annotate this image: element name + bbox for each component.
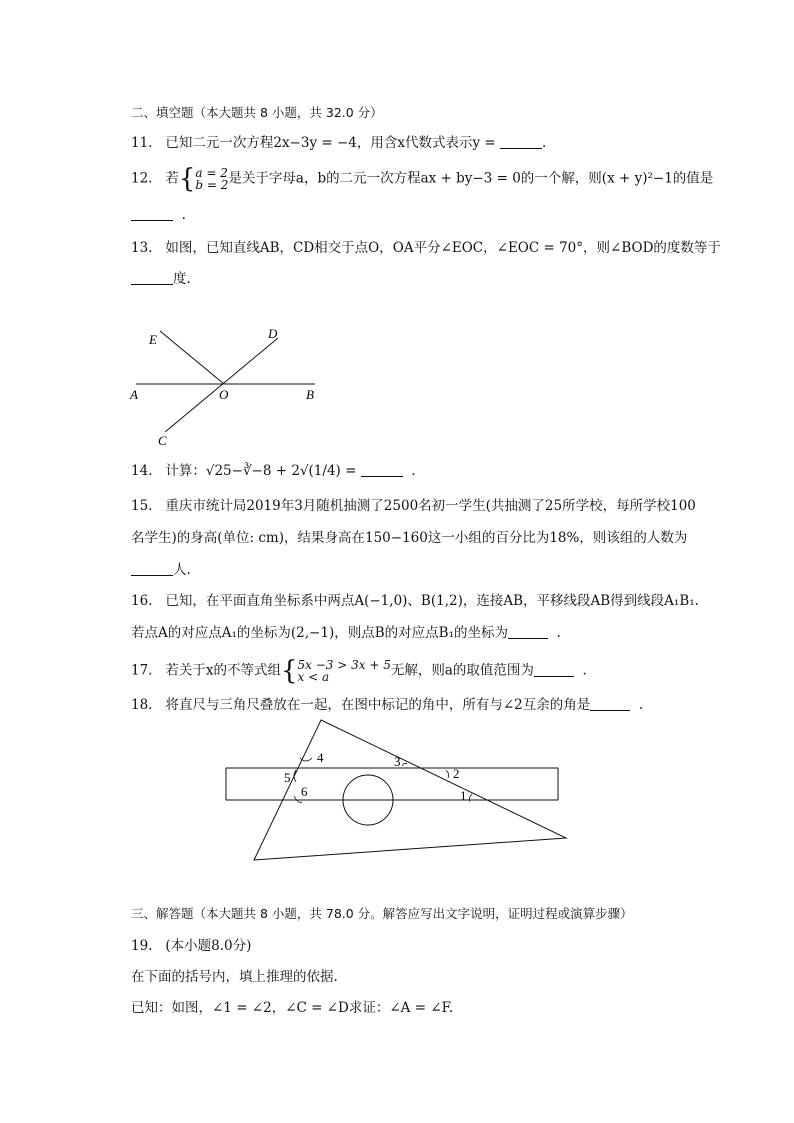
label-b: B — [306, 387, 314, 402]
question-number: 17. — [131, 662, 153, 679]
question-18 — [131, 696, 643, 714]
question-text-line-1: 重庆市统计局2019年3月随机抽测了2500名初一学生(共抽测了25所学校，每所学校100 — [165, 498, 696, 514]
question-number: 19. — [131, 938, 153, 954]
question-text-post: 无解，则a的取值范围为 — [390, 662, 534, 679]
question-number: 14. — [131, 463, 153, 479]
question-number: 12. — [131, 170, 153, 187]
question-text-pre: 若 — [165, 170, 179, 187]
question-13-answer-line — [131, 270, 191, 288]
angle-label-1: 1 — [460, 788, 467, 803]
angle-2-arc — [446, 770, 449, 778]
answer-blank — [361, 462, 403, 477]
left-brace: { — [280, 656, 298, 686]
question-text: 已知二元一次方程2x−3y = −4，用含x代数式表示y = — [165, 135, 501, 151]
left-brace: { — [178, 164, 196, 194]
question-19-line-1: 在下面的括号内，填上推理的依据. — [131, 969, 338, 985]
question-text: 将直尺与三角尺叠放在一起，在图中标记的角中，所有与∠2互余的角是 — [165, 697, 591, 713]
question-16 — [131, 592, 699, 610]
question-score: (本小题8.0分) — [165, 938, 252, 954]
question-tail: . — [582, 662, 587, 679]
question-tail: . — [542, 135, 547, 151]
section-3-heading: 三、解答题（本大题共 8 小题，共 78.0 分。解答应写出文字说明，证明过程或演算步骤） — [131, 906, 633, 921]
inequality-system — [298, 659, 391, 683]
answer-blank — [508, 624, 548, 639]
label-e: E — [149, 332, 157, 347]
expression: √25−∛−8 + 2√(1/4) = — [205, 463, 361, 479]
system-ineq-1: 5x −3 > 3x + 5 — [297, 658, 391, 672]
angle-label-2: 2 — [453, 766, 460, 781]
answer-blank — [590, 696, 630, 711]
answer-blank — [131, 561, 173, 576]
section-2-heading: 二、填空题（本大题共 8 小题，共 32.0 分） — [131, 105, 383, 120]
question-tail: . — [556, 625, 561, 641]
question-tail: . — [638, 697, 644, 713]
answer-blank — [500, 134, 542, 149]
question-12 — [131, 166, 713, 192]
system-ineq-2: x < a — [297, 670, 330, 684]
angle-3-arc — [402, 763, 407, 766]
line-cd — [165, 338, 278, 432]
label-d: D — [268, 326, 278, 341]
question-number: 13. — [131, 240, 153, 256]
label-c: C — [158, 433, 167, 448]
question-number: 18. — [131, 697, 153, 713]
system-eq-1: a = 2 — [195, 166, 228, 180]
question-13 — [131, 239, 721, 257]
question-number: 16. — [131, 593, 153, 609]
ray-oe — [160, 331, 224, 384]
figure-18-ruler-and-set-square — [220, 718, 580, 868]
question-tail: 度. — [173, 271, 191, 287]
angle-label-4: 4 — [317, 750, 324, 765]
angle-label-6: 6 — [301, 784, 308, 799]
angle-label-3: 3 — [394, 754, 401, 769]
question-17 — [131, 658, 587, 684]
question-11 — [131, 134, 546, 152]
equation-system — [195, 167, 228, 191]
question-19-line-2: 已知：如图，∠1 = ∠2，∠C = ∠D求证：∠A = ∠F. — [131, 1000, 454, 1016]
question-15-answer-line — [131, 561, 191, 579]
question-text-pre: 若关于x的不等式组 — [165, 662, 281, 679]
question-text: 如图，已知直线AB，CD相交于点O，OA平分∠EOC，∠EOC = 70°，则∠BOD的度数等于 — [165, 240, 721, 256]
question-number: 11. — [131, 135, 153, 151]
angle-1-arc — [469, 794, 472, 802]
label-o: O — [219, 387, 229, 402]
question-text-pre: 计算： — [165, 463, 206, 479]
figure-13-intersecting-lines — [120, 320, 340, 450]
question-text-post: 是关于字母a，b的二元一次方程ax + by−3 = 0的一个解，则(x + y)²−1的值是 — [228, 170, 714, 187]
question-14 — [131, 462, 416, 480]
label-a: A — [130, 387, 138, 402]
system-eq-2: b = 2 — [195, 178, 229, 192]
question-tail: . — [411, 463, 416, 479]
question-19 — [131, 937, 251, 955]
answer-blank — [131, 270, 173, 285]
answer-blank — [131, 206, 173, 221]
question-12-answer-line — [131, 206, 186, 224]
answer-blank — [534, 662, 574, 677]
ruler — [226, 768, 558, 800]
question-16-line-2 — [131, 624, 561, 642]
question-15-line-2: 名学生)的身高(单位: cm)，结果身高在150−160这一小组的百分比为18%，则该组的人数为 — [131, 530, 688, 546]
question-tail: . — [181, 207, 186, 223]
question-text-line-2: 若点A的对应点A₁的坐标为(2,−1)，则点B的对应点B₁的坐标为 — [131, 625, 508, 641]
question-text-line-1: 已知，在平面直角坐标系中两点A(−1,0)、B(1,2)，连接AB，平移线段AB得到线段A₁B₁. — [165, 593, 699, 609]
question-number: 15. — [131, 498, 153, 514]
question-tail: 人. — [173, 562, 191, 578]
angle-label-5: 5 — [284, 770, 291, 785]
question-15 — [131, 497, 696, 515]
